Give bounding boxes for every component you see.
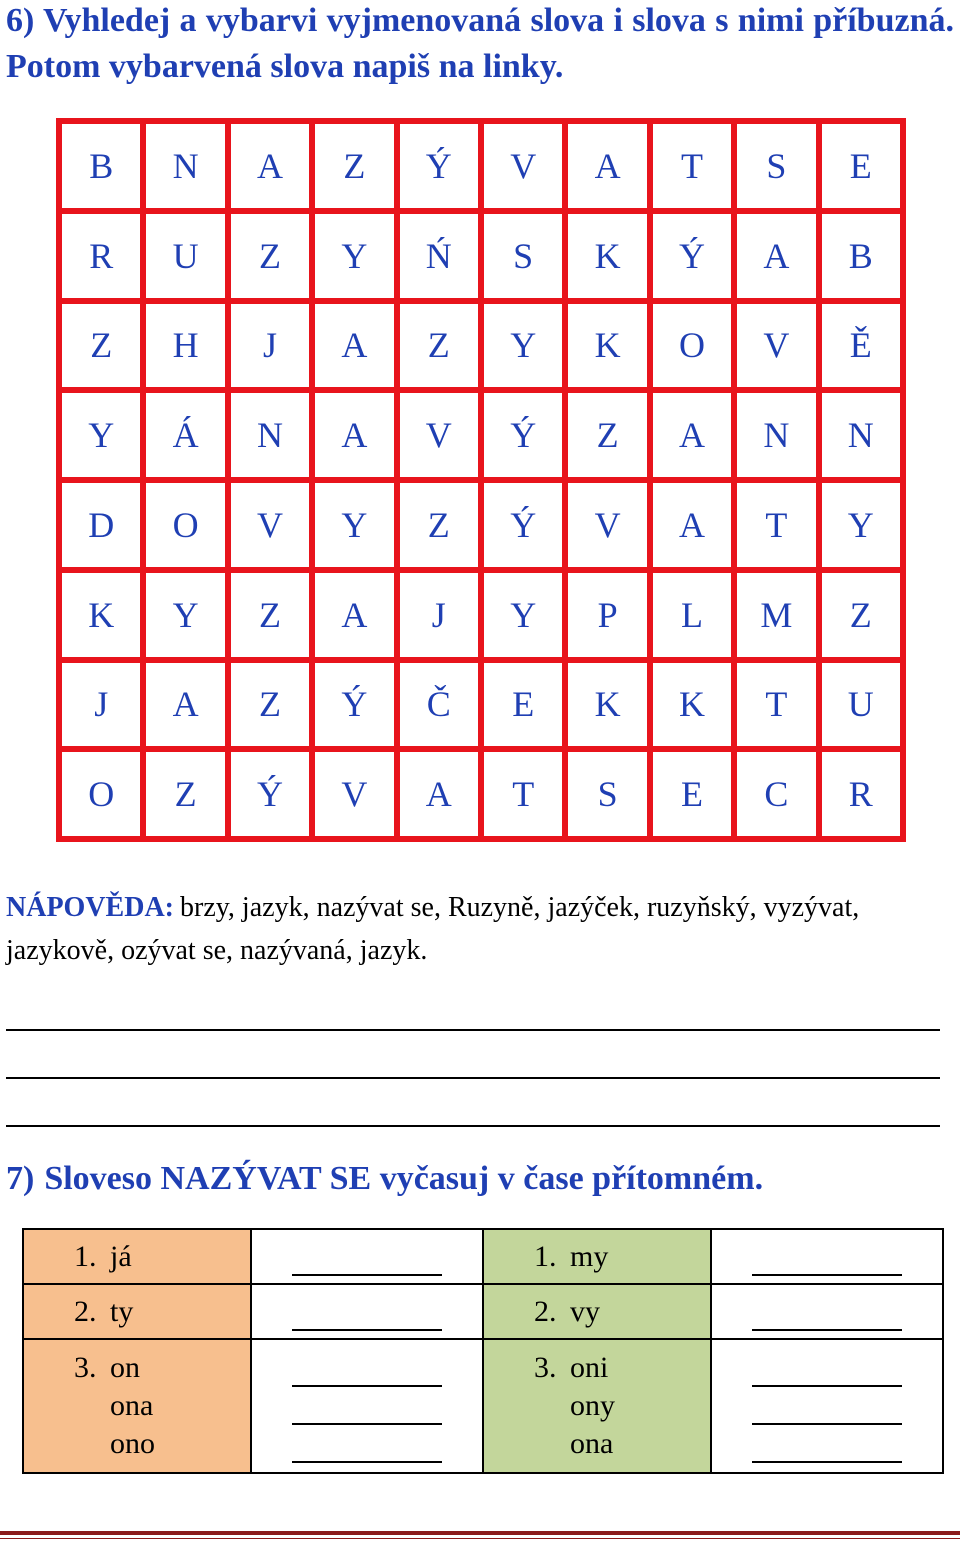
verb-form-cell <box>711 1229 943 1284</box>
grid-cell[interactable]: T <box>737 663 815 747</box>
answer-line-3[interactable] <box>6 1125 940 1127</box>
grid-cell[interactable]: Ý <box>400 124 478 208</box>
grid-cell[interactable]: Z <box>231 573 309 657</box>
grid-cell[interactable]: Z <box>568 393 646 477</box>
grid-cell[interactable]: M <box>737 573 815 657</box>
grid-cell[interactable]: J <box>231 304 309 388</box>
pronoun: oni <box>570 1351 609 1384</box>
person-number: 2. <box>534 1294 557 1328</box>
answer-line-1[interactable] <box>6 1029 940 1031</box>
grid-cell[interactable]: L <box>653 573 731 657</box>
grid-cell[interactable]: V <box>484 124 562 208</box>
verb-form-blank[interactable] <box>292 1293 442 1331</box>
plural-pronoun-cell <box>483 1339 711 1473</box>
grid-cell[interactable]: V <box>737 304 815 388</box>
grid-cell[interactable]: A <box>653 483 731 567</box>
grid-cell[interactable]: K <box>568 663 646 747</box>
verb-form-blank[interactable] <box>752 1293 902 1331</box>
grid-cell[interactable]: S <box>568 752 646 836</box>
grid-cell[interactable]: R <box>62 214 140 298</box>
task-6-number: 6) <box>6 2 35 39</box>
grid-cell[interactable]: E <box>484 663 562 747</box>
grid-cell[interactable]: J <box>62 663 140 747</box>
verb-form-blank[interactable] <box>752 1238 902 1276</box>
pronoun: ona <box>110 1389 154 1422</box>
grid-cell[interactable]: Z <box>822 573 900 657</box>
grid-cell[interactable]: Ý <box>315 663 393 747</box>
verb-form-blank[interactable] <box>292 1425 442 1463</box>
grid-cell[interactable]: Y <box>484 304 562 388</box>
verb-form-blank[interactable] <box>292 1349 442 1387</box>
grid-cell[interactable]: D <box>62 483 140 567</box>
grid-cell[interactable]: Č <box>400 663 478 747</box>
plural-pronoun-cell <box>483 1229 711 1284</box>
verb-form-cell <box>251 1284 483 1339</box>
grid-cell[interactable]: N <box>231 393 309 477</box>
verb-form-blank[interactable] <box>752 1387 902 1425</box>
grid-cell[interactable]: U <box>146 214 224 298</box>
grid-cell[interactable]: A <box>315 573 393 657</box>
person-number: 3. <box>74 1351 97 1384</box>
grid-cell[interactable]: V <box>231 483 309 567</box>
pronoun: ono <box>110 1427 155 1460</box>
grid-cell[interactable]: Y <box>146 573 224 657</box>
hint-label: NÁPOVĚDA: <box>6 892 174 923</box>
grid-cell[interactable]: K <box>568 304 646 388</box>
grid-cell[interactable]: H <box>146 304 224 388</box>
grid-cell[interactable]: Ě <box>822 304 900 388</box>
grid-cell[interactable]: Á <box>146 393 224 477</box>
conjugation-row <box>23 1229 943 1284</box>
verb-form-cell <box>251 1229 483 1284</box>
person-number: 2. <box>74 1294 97 1328</box>
grid-cell[interactable]: V <box>568 483 646 567</box>
grid-cell[interactable]: K <box>653 663 731 747</box>
grid-cell[interactable]: S <box>737 124 815 208</box>
conjugation-row <box>23 1339 943 1473</box>
grid-cell[interactable]: C <box>737 752 815 836</box>
grid-cell[interactable]: K <box>568 214 646 298</box>
grid-cell[interactable]: A <box>231 124 309 208</box>
grid-cell[interactable]: V <box>315 752 393 836</box>
person-number: 1. <box>74 1239 97 1273</box>
grid-cell[interactable]: B <box>62 124 140 208</box>
plural-pronoun-cell <box>483 1284 711 1339</box>
grid-cell[interactable]: E <box>653 752 731 836</box>
pronoun: ony <box>570 1389 615 1422</box>
grid-cell[interactable]: E <box>822 124 900 208</box>
grid-cell[interactable]: Z <box>400 483 478 567</box>
verb-form-blank[interactable] <box>752 1349 902 1387</box>
grid-cell[interactable]: B <box>822 214 900 298</box>
grid-cell[interactable]: O <box>62 752 140 836</box>
grid-cell[interactable]: N <box>822 393 900 477</box>
person-number: 3. <box>534 1351 557 1384</box>
pronoun: ona <box>570 1427 614 1460</box>
grid-cell[interactable]: A <box>653 393 731 477</box>
conjugation-row <box>23 1284 943 1339</box>
grid-cell[interactable]: N <box>737 393 815 477</box>
person-number: 1. <box>534 1239 557 1273</box>
grid-cell[interactable]: A <box>737 214 815 298</box>
grid-cell[interactable]: P <box>568 573 646 657</box>
footer-rule <box>0 1531 960 1535</box>
grid-cell[interactable]: Z <box>400 304 478 388</box>
grid-cell[interactable]: Z <box>146 752 224 836</box>
word-search-grid <box>56 118 906 842</box>
singular-pronoun-cell <box>23 1284 251 1339</box>
task-6-instruction <box>6 0 954 90</box>
task-7-text: Sloveso NAZÝVAT SE vyčasuj v čase přítomném. <box>44 1160 764 1197</box>
pronoun: vy <box>570 1294 600 1328</box>
grid-cell[interactable]: Ý <box>484 483 562 567</box>
verb-form-cell <box>711 1339 943 1473</box>
grid-cell[interactable]: R <box>822 752 900 836</box>
grid-cell[interactable]: V <box>400 393 478 477</box>
task-7-instruction <box>6 1156 954 1202</box>
verb-form-blank[interactable] <box>752 1425 902 1463</box>
grid-cell[interactable]: Y <box>484 573 562 657</box>
grid-cell[interactable]: A <box>568 124 646 208</box>
grid-cell[interactable]: Y <box>62 393 140 477</box>
grid-cell[interactable]: T <box>653 124 731 208</box>
grid-cell[interactable]: Z <box>231 214 309 298</box>
grid-cell[interactable]: K <box>62 573 140 657</box>
pronoun: my <box>570 1239 609 1273</box>
grid-cell[interactable]: J <box>400 573 478 657</box>
conjugation-table <box>22 1228 944 1474</box>
singular-pronoun-cell <box>23 1339 251 1473</box>
grid-cell[interactable]: O <box>653 304 731 388</box>
grid-cell[interactable]: O <box>146 483 224 567</box>
pronoun: já <box>110 1239 132 1273</box>
grid-cell[interactable]: Z <box>231 663 309 747</box>
grid-cell[interactable]: Y <box>822 483 900 567</box>
grid-cell[interactable]: Y <box>315 214 393 298</box>
hint-text: brzy, jazyk, nazývat se, Ruzyně, jazýček, ruzyňský, vyzývat, jazykově, ozývat se, nazývaná, jazyk. <box>6 892 860 966</box>
grid-cell[interactable]: A <box>315 393 393 477</box>
task-7-number: 7) <box>6 1160 35 1197</box>
task-6-text: Vyhledej a vybarvi vyjmenovaná slova i slova s nimi příbuzná. Potom vybarvená slova napiš na linky. <box>6 2 954 85</box>
grid-cell[interactable]: T <box>484 752 562 836</box>
grid-cell[interactable]: Y <box>315 483 393 567</box>
hint <box>6 886 954 972</box>
grid-cell[interactable]: Ń <box>400 214 478 298</box>
grid-cell[interactable]: Z <box>62 304 140 388</box>
grid-cell[interactable]: S <box>484 214 562 298</box>
grid-cell[interactable]: Z <box>315 124 393 208</box>
verb-form-cell <box>251 1339 483 1473</box>
footer-rule-thin <box>0 1538 960 1539</box>
grid-cell[interactable]: U <box>822 663 900 747</box>
grid-cell[interactable]: A <box>146 663 224 747</box>
verb-form-blank[interactable] <box>292 1387 442 1425</box>
grid-cell[interactable]: A <box>400 752 478 836</box>
grid-cell[interactable]: Ý <box>484 393 562 477</box>
pronoun: ty <box>110 1294 134 1328</box>
grid-cell[interactable]: Ý <box>653 214 731 298</box>
grid-cell[interactable]: T <box>737 483 815 567</box>
grid-cell[interactable]: A <box>315 304 393 388</box>
verb-form-blank[interactable] <box>292 1238 442 1276</box>
answer-line-2[interactable] <box>6 1077 940 1079</box>
pronoun: on <box>110 1351 140 1384</box>
grid-cell[interactable]: Ý <box>231 752 309 836</box>
verb-form-cell <box>711 1284 943 1339</box>
grid-cell[interactable]: N <box>146 124 224 208</box>
singular-pronoun-cell <box>23 1229 251 1284</box>
